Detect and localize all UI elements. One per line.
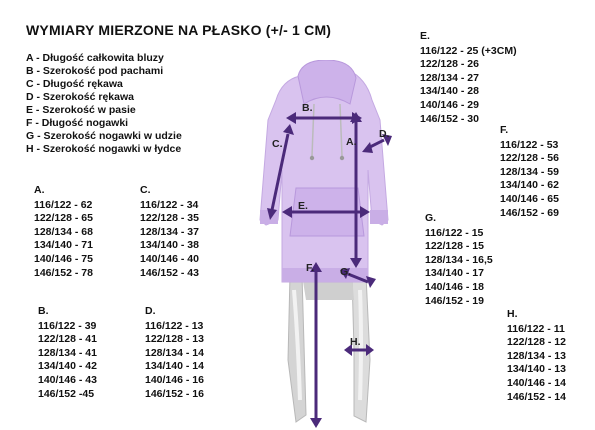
figure-label-h: H. (350, 336, 361, 348)
size-row: 146/152 - 19 (425, 294, 484, 307)
size-row: 146/152 - 43 (140, 266, 199, 279)
size-row: 116/122 - 39 (38, 319, 97, 332)
figure-label-d: D. (379, 128, 390, 140)
size-row: 116/122 - 13 (145, 319, 204, 332)
size-row: 134/140 - 42 (38, 360, 97, 373)
size-row: 134/140 - 62 (500, 179, 559, 192)
size-row: 146/152 - 30 (420, 112, 479, 125)
size-block-a (34, 184, 93, 280)
figure-label-a: A. (346, 136, 357, 148)
size-row: 146/152 - 78 (34, 266, 93, 279)
size-block-header: E. (420, 30, 430, 42)
size-row: 140/146 - 16 (145, 373, 204, 386)
size-block-header: B. (38, 305, 49, 317)
size-row: 134/140 - 17 (425, 267, 484, 280)
size-row: 140/146 - 40 (140, 252, 199, 265)
size-row: 146/152 - 14 (507, 390, 566, 403)
size-block-g (425, 212, 493, 308)
size-block-header: D. (145, 305, 156, 317)
figure-label-g: G. (340, 266, 352, 278)
size-row: 134/140 - 28 (420, 85, 479, 98)
figure-label-e: E. (298, 200, 308, 212)
size-row: 128/134 - 13 (507, 349, 566, 362)
size-row: 146/152 - 69 (500, 206, 559, 219)
figure-label-b: B. (302, 102, 313, 114)
size-block-d (145, 305, 204, 401)
legend-item-d: D - Szerokość rękawa (26, 91, 134, 103)
size-row: 116/122 - 25 (+3CM) (420, 44, 517, 57)
size-block-header: C. (140, 184, 151, 196)
size-row: 128/134 - 59 (500, 165, 559, 178)
size-row: 122/128 - 12 (507, 336, 566, 349)
size-block-header: F. (500, 124, 509, 136)
size-row: 122/128 - 13 (145, 333, 204, 346)
size-block-header: A. (34, 184, 45, 196)
size-row: 140/146 - 65 (500, 192, 559, 205)
size-row: 116/122 - 53 (500, 138, 559, 151)
legend-item-c: C - Długość rękawa (26, 78, 123, 90)
figure-label-f: F. (306, 262, 315, 274)
size-row: 122/128 - 56 (500, 152, 559, 165)
size-row: 122/128 - 15 (425, 240, 484, 253)
size-block-b (38, 305, 97, 401)
size-row: 128/134 - 37 (140, 225, 199, 238)
size-block-f (500, 124, 559, 220)
size-row: 134/140 - 38 (140, 239, 199, 252)
size-row: 122/128 - 41 (38, 333, 97, 346)
size-row: 116/122 - 11 (507, 322, 565, 335)
page-title: WYMIARY MIERZONE NA PŁASKO (+/- 1 CM) (26, 22, 332, 38)
size-row: 134/140 - 13 (507, 363, 566, 376)
size-row: 128/134 - 68 (34, 225, 93, 238)
size-row: 116/122 - 62 (34, 198, 93, 211)
legend-item-g: G - Szerokość nogawki w udzie (26, 130, 182, 142)
size-row: 116/122 - 34 (140, 198, 199, 211)
size-row: 140/146 - 29 (420, 98, 479, 111)
size-row: 122/128 - 26 (420, 58, 479, 71)
size-row: 146/152 -45 (38, 387, 95, 400)
size-row: 140/146 - 43 (38, 373, 97, 386)
garment-illustration (242, 60, 412, 430)
size-row: 140/146 - 18 (425, 280, 484, 293)
size-row: 140/146 - 75 (34, 252, 93, 265)
garment-figure (242, 60, 412, 430)
size-row: 128/134 - 27 (420, 71, 479, 84)
size-row: 134/140 - 71 (34, 239, 93, 252)
legend-item-h: H - Szerokość nogawki w łydce (26, 143, 182, 155)
size-block-header: G. (425, 212, 437, 224)
size-row: 146/152 - 16 (145, 387, 204, 400)
size-row: 122/128 - 65 (34, 212, 93, 225)
size-block-c (140, 184, 199, 280)
measurement-legend (26, 52, 182, 156)
legend-item-a: A - Długość całkowita bluzy (26, 52, 164, 64)
size-row: 128/134 - 14 (145, 346, 204, 359)
legend-item-f: F - Długość nogawki (26, 117, 129, 129)
figure-label-c: C. (272, 138, 283, 150)
size-row: 116/122 - 15 (425, 226, 484, 239)
size-row: 134/140 - 14 (145, 360, 204, 373)
size-block-e (420, 30, 517, 126)
size-block-h (507, 308, 566, 404)
size-row: 122/128 - 35 (140, 212, 199, 225)
size-row: 128/134 - 16,5 (425, 253, 493, 266)
size-row: 140/146 - 14 (507, 376, 566, 389)
legend-item-e: E - Szerokość w pasie (26, 104, 136, 116)
legend-item-b: B - Szerokość pod pachami (26, 65, 164, 77)
size-block-header: H. (507, 308, 518, 320)
size-row: 128/134 - 41 (38, 346, 97, 359)
